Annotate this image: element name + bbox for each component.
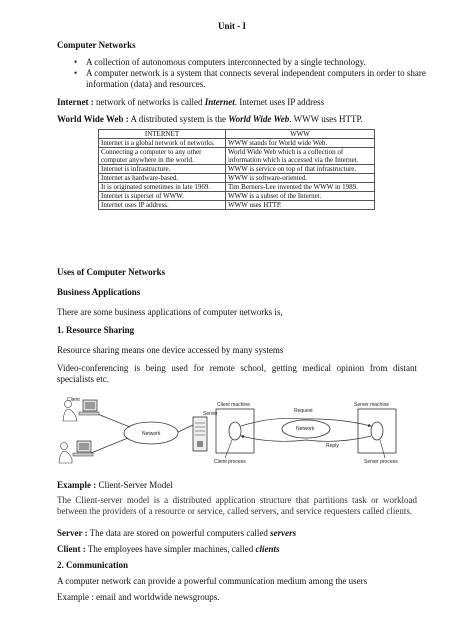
- client-server-paragraph: The Client-server model is a distributed application structure that partitions task or workload between the providers of a resource or service, called servers, and service requesters called clients.: [57, 495, 417, 516]
- client-definition: Client : The employees have simpler machines, called clients: [57, 544, 280, 554]
- client-machine-box: [216, 409, 254, 453]
- server-label: Server :: [57, 528, 88, 538]
- communication-heading: 2. Communication: [57, 560, 129, 570]
- table-cell: Tim Berners-Lee invented the WWW in 1989.: [226, 183, 375, 192]
- table-header-internet: INTERNET: [99, 130, 226, 139]
- client-computer-icon-top: [63, 400, 99, 421]
- table-row: [99, 174, 375, 183]
- table-row: [99, 165, 375, 174]
- table-row: [99, 139, 375, 148]
- example-line: Example : Client-Server Model: [57, 480, 173, 490]
- business-heading: Business Applications: [57, 287, 141, 297]
- table-header-row: [99, 130, 375, 139]
- client-process-oval: [229, 422, 241, 440]
- request-arrow: [241, 418, 371, 426]
- table-cell: World Wide Web which is a collection of information which is accessed via the Internet.: [226, 148, 375, 165]
- client-server-network-illustration: [55, 395, 215, 467]
- request-label: Request: [294, 408, 313, 414]
- table-cell: WWW uses HTTP.: [226, 201, 375, 210]
- www-term: World Wide Web: [228, 114, 290, 124]
- table-cell: Internet is superset of WWW.: [99, 192, 226, 201]
- reply-label: Reply: [326, 443, 339, 449]
- communication-example: Example : email and worldwide newsgroups.: [57, 592, 220, 602]
- server-term: servers: [270, 528, 297, 538]
- resource-text: Resource sharing means one device accessed by many systems: [57, 345, 284, 355]
- unit-title: Unit - I: [218, 21, 247, 31]
- table-cell: Internet as hardware-based.: [99, 174, 226, 183]
- bullet-2: A computer network is a system that connects several independent computers in order to share information (data) and resources.: [86, 68, 426, 89]
- diagram-network-label: Network: [142, 431, 161, 437]
- internet-definition: Internet : network of networks is called Internet. Internet uses IP address: [57, 97, 325, 107]
- internet-term: Internet: [204, 97, 235, 107]
- video-text: Video-conferencing is being used for remote school, getting medical opinion from distant specialists etc.: [57, 363, 417, 384]
- bullet-dot-icon: •: [74, 68, 78, 78]
- server-machine-box: [358, 409, 396, 453]
- table-cell: WWW is service on top of that infrastructure.: [226, 165, 375, 174]
- server-process-label: Server process: [364, 459, 398, 465]
- internet-vs-www-table: [98, 129, 375, 210]
- diagram-client-label: Client: [67, 397, 80, 403]
- network-label: Network: [296, 426, 315, 432]
- example-label: Example :: [57, 480, 97, 490]
- table-cell: Internet is a global network of networks.: [99, 139, 226, 148]
- client-machine-label: Client machine: [217, 402, 251, 408]
- www-label: World Wide Web :: [57, 114, 129, 124]
- communication-text: A computer network can provide a powerful communication medium among the users: [57, 576, 368, 586]
- reply-arrow: [241, 436, 371, 441]
- diagram-server-label: Server: [203, 411, 218, 417]
- table-cell: Internet uses IP address.: [99, 201, 226, 210]
- client-label: Client :: [57, 544, 86, 554]
- internet-label: Internet :: [57, 97, 94, 107]
- server-machine-label: Server machine: [354, 402, 390, 408]
- www-definition: World Wide Web : A distributed system is the World Wide Web. WWW uses HTTP.: [57, 114, 363, 124]
- table-cell: WWW is software-oriented.: [226, 174, 375, 183]
- table-header-www: WWW: [226, 130, 375, 139]
- bullet-1: A collection of autonomous computers interconnected by a single technology.: [86, 57, 366, 67]
- table-row: [99, 192, 375, 201]
- table-cell: Internet is infrastructure.: [99, 165, 226, 174]
- server-process-oval: [371, 422, 383, 440]
- table-cell: It is originated sometimes in late 1969.: [99, 183, 226, 192]
- uses-heading: Uses of Computer Networks: [57, 267, 166, 277]
- resource-heading: 1. Resource Sharing: [57, 325, 135, 335]
- client-process-label: Client process: [214, 459, 246, 465]
- bullet-dot-icon: •: [74, 57, 78, 67]
- server-definition: Server : The data are stored on powerful computers called servers: [57, 528, 297, 538]
- client-term: clients: [255, 544, 280, 554]
- business-intro: There are some business applications of computer networks is,: [57, 307, 283, 317]
- table-row: [99, 148, 375, 165]
- table-cell: Connecting a computer to any other computer anywhere in the world.: [99, 148, 226, 165]
- section-heading: Computer Networks: [57, 40, 136, 50]
- table-row: [99, 183, 375, 192]
- client-computer-icon-bottom: [59, 441, 93, 463]
- server-tower-icon: [193, 417, 207, 451]
- table-cell: WWW is a subset of the Internet.: [226, 192, 375, 201]
- table-cell: WWW stands for World wide Web.: [226, 139, 375, 148]
- table-row: [99, 201, 375, 210]
